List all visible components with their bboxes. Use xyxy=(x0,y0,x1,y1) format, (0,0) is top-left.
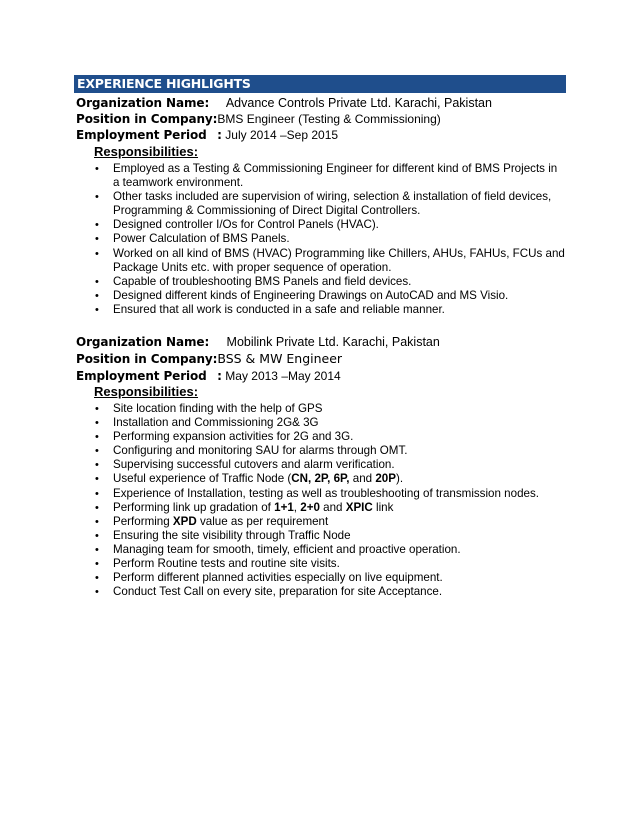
job2-position-label: Position in Company: xyxy=(76,352,218,366)
job2-position-row xyxy=(76,351,342,367)
list-item-text: Designed controller I/Os for Control Panels (HVAC). xyxy=(113,218,379,232)
bullet-icon: • xyxy=(95,275,99,288)
bullet-icon: • xyxy=(95,543,99,556)
bullet-icon: • xyxy=(95,558,99,571)
list-item-text-run: Supervising successful cutovers and alarm verification. xyxy=(113,458,395,472)
job2-period-row xyxy=(76,368,341,384)
bullet-icon: • xyxy=(95,191,99,204)
bullet-icon: • xyxy=(95,247,99,260)
list-item-text xyxy=(113,515,328,528)
list-item-text-run: Performing expansion activities for 2G and 3G. xyxy=(113,430,354,444)
list-item xyxy=(94,162,572,190)
list-item-text-run: Experience of Installation, testing as well as troubleshooting of transmission nodes. xyxy=(113,486,539,500)
list-item-text-run: value as per requirement xyxy=(196,514,329,528)
job1-responsibilities-heading: Responsibilities: xyxy=(94,144,199,159)
list-item-text: Package Units etc. with proper sequence of operation. xyxy=(113,260,392,274)
list-item-text-run: link xyxy=(372,500,394,514)
list-item-text-run: Perform different planned activities especially on live equipment. xyxy=(113,571,443,585)
bullet-icon: • xyxy=(95,487,99,500)
list-item-text-run: Performing link up gradation of xyxy=(113,500,275,514)
list-item xyxy=(94,487,572,501)
list-item-text-run: Perform Routine tests and routine site visits. xyxy=(113,557,340,571)
job2-org-label: Organization Name: xyxy=(76,335,210,349)
list-item-text xyxy=(113,444,408,457)
list-item-text-run: Conduct Test Call on every site, preparation for site Acceptance. xyxy=(113,585,443,599)
list-item-text-run: Performing xyxy=(113,514,173,528)
list-item-text: Capable of troubleshooting BMS Panels and field devices. xyxy=(113,274,412,288)
bullet-icon: • xyxy=(95,163,99,175)
list-item-text xyxy=(113,487,539,500)
bullet-icon: • xyxy=(95,501,99,514)
bullet-icon: • xyxy=(95,219,99,232)
bullet-icon: • xyxy=(95,431,99,444)
list-item-text: Other tasks included are supervision of wiring, selection & installation of field devices, xyxy=(113,190,552,204)
job2-responsibilities-list xyxy=(94,402,572,599)
job1-period-value: July 2014 –Sep 2015 xyxy=(225,128,339,142)
list-item-text-run: Installation and Commissioning 2G& 3G xyxy=(113,416,319,430)
job1-period-separator: : xyxy=(217,128,222,142)
list-item-text: Worked on all kind of BMS (HVAC) Programming like Chillers, AHUs, FAHUs, FCUs and xyxy=(113,246,565,260)
list-item-text xyxy=(113,472,403,485)
job2-responsibilities-heading: Responsibilities: xyxy=(94,384,199,399)
bullet-icon: • xyxy=(95,473,99,486)
job2-period-value: May 2013 –May 2014 xyxy=(225,369,341,383)
job2-org-row xyxy=(76,334,440,350)
list-item-text xyxy=(113,529,351,542)
bullet-icon: • xyxy=(95,233,99,246)
list-item xyxy=(94,571,572,585)
section-header-experience-highlights: EXPERIENCE HIGHLIGHTS xyxy=(74,75,566,93)
list-item-text-run: ). xyxy=(395,472,404,486)
list-item-text xyxy=(113,416,319,429)
bullet-icon: • xyxy=(95,529,99,542)
list-item-text-run: and xyxy=(349,472,376,486)
list-item xyxy=(94,303,572,317)
list-item xyxy=(94,402,572,416)
list-item xyxy=(94,289,572,303)
bullet-icon: • xyxy=(95,445,99,458)
list-item-text xyxy=(113,557,340,570)
list-item-text-run: 2+0 xyxy=(300,500,320,514)
list-item-text xyxy=(113,430,353,443)
list-item-text: Employed as a Testing & Commissioning Engineer for different kind of BMS Projects in xyxy=(113,162,558,175)
list-item-text xyxy=(113,458,395,471)
list-item-text xyxy=(113,543,461,556)
list-item-text: Programming & Commissioning of Direct Digital Controllers. xyxy=(113,204,421,218)
list-item xyxy=(94,232,572,246)
list-item xyxy=(94,557,572,571)
list-item xyxy=(94,458,572,472)
list-item-text-run: Site location finding with the help of GPS xyxy=(113,402,323,415)
bullet-icon: • xyxy=(95,289,99,302)
bullet-icon: • xyxy=(95,459,99,472)
bullet-icon: • xyxy=(95,417,99,430)
list-item xyxy=(94,515,572,529)
job1-org-value: Advance Controls Private Ltd. Karachi, Pakistan xyxy=(225,96,492,110)
job2-position-value: BSS & MW Engineer xyxy=(217,351,343,366)
job2-org-value: Mobilink Private Ltd. Karachi, Pakistan xyxy=(226,335,440,349)
list-item-text-run: and xyxy=(319,500,346,514)
list-item-text xyxy=(113,571,443,584)
job1-period-row xyxy=(76,127,338,143)
list-item-text-run: Configuring and monitoring SAU for alarms through OMT. xyxy=(113,444,408,458)
job2-period-separator: : xyxy=(217,369,222,383)
list-item xyxy=(94,275,572,289)
job1-period-label: Employment Period xyxy=(76,128,207,142)
list-item-text-run: Managing team for smooth, timely, efficient and proactive operation. xyxy=(113,542,461,556)
list-item-text xyxy=(113,402,322,415)
list-item-text: Power Calculation of BMS Panels. xyxy=(113,232,290,246)
job1-position-value: BMS Engineer (Testing & Commissioning) xyxy=(217,112,441,126)
list-item-text: Designed different kinds of Engineering Drawings on AutoCAD and MS Visio. xyxy=(113,288,509,302)
list-item xyxy=(94,529,572,543)
list-item-text xyxy=(113,585,442,598)
list-item-text-run: 20P xyxy=(375,472,396,486)
bullet-icon: • xyxy=(95,303,99,316)
bullet-icon: • xyxy=(95,586,99,599)
list-item xyxy=(94,218,572,232)
job1-position-row xyxy=(76,111,441,127)
list-item-text-run: 1+1 xyxy=(274,500,294,514)
job1-responsibilities-list xyxy=(94,162,572,317)
list-item xyxy=(94,472,572,486)
bullet-icon: • xyxy=(95,403,99,415)
list-item-text-run: Useful experience of Traffic Node ( xyxy=(113,472,292,486)
list-item xyxy=(94,247,572,275)
job1-org-label: Organization Name: xyxy=(76,96,210,110)
job1-org-row xyxy=(76,95,492,111)
list-item-text: Ensured that all work is conducted in a safe and reliable manner. xyxy=(113,302,445,316)
bullet-icon: • xyxy=(95,572,99,585)
list-item-text-run: CN, 2P, 6P, xyxy=(291,472,350,486)
list-item xyxy=(94,430,572,444)
job1-position-label: Position in Company: xyxy=(76,112,218,126)
list-item-text-run: , xyxy=(293,500,301,514)
list-item-text: a teamwork environment. xyxy=(113,176,244,190)
list-item xyxy=(94,444,572,458)
list-item xyxy=(94,501,572,515)
list-item xyxy=(94,585,572,599)
list-item-text-run: XPD xyxy=(172,514,197,528)
list-item xyxy=(94,190,572,218)
bullet-icon: • xyxy=(95,515,99,528)
list-item xyxy=(94,543,572,557)
list-item-text xyxy=(113,501,393,514)
list-item-text-run: Ensuring the site visibility through Traffic Node xyxy=(113,528,351,542)
list-item xyxy=(94,416,572,430)
job2-period-label: Employment Period xyxy=(76,369,207,383)
list-item-text-run: XPIC xyxy=(345,500,373,514)
